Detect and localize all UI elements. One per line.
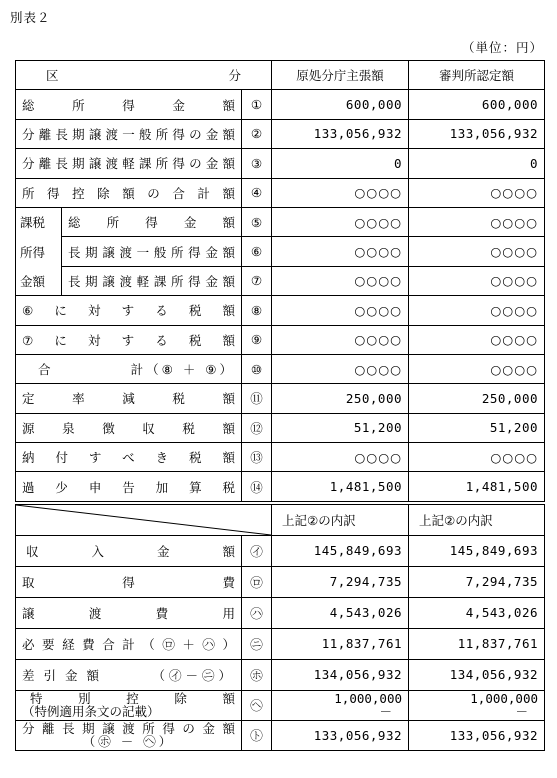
tax-table <box>15 60 545 751</box>
table-row: 必要経費合計（㋺＋㋩） ㋥ 11,837,761 11,837,761 <box>16 628 545 659</box>
breakdown-header-col2: 上記②の内訳 <box>409 504 545 535</box>
header-col2: 審判所認定額 <box>409 61 545 90</box>
table-row: 総所得金額 ① 600,000 600,000 <box>16 90 545 119</box>
table-row: 所得 長期譲渡一般所得金額 ⑥ ○○○○ ○○○○ <box>16 237 545 266</box>
page-title: 別表２ <box>10 10 51 25</box>
table-row: 分離長期譲渡所得の金額 （㋭ － ㋬） ㋣ 133,056,932 133,056,932 <box>16 720 545 750</box>
breakdown-header-col1: 上記②の内訳 <box>272 504 409 535</box>
header-col1: 原処分庁主張額 <box>272 61 409 90</box>
diagonal-cell <box>16 504 272 535</box>
table-row: 差引金額 （㋑－㋥） ㋭ 134,056,932 134,056,932 <box>16 659 545 690</box>
table-row: 金額 長期譲渡軽課所得金額 ⑦ ○○○○ ○○○○ <box>16 266 545 295</box>
group-label: 課税 <box>16 207 62 236</box>
table-row: 特別控除額 （特例適用条文の記載） ㋬ 1,000,000 － 1,000,000 － <box>16 690 545 720</box>
breakdown-header-row <box>16 504 545 535</box>
table-row: 定率減税額 ⑪ 250,000 250,000 <box>16 384 545 413</box>
table-row: 譲渡費用 ㋩ 4,543,026 4,543,026 <box>16 597 545 628</box>
table-row: 合 計（⑧ ＋ ⑨） ⑩ ○○○○ ○○○○ <box>16 354 545 383</box>
header-kubun: 区 分 <box>16 61 272 90</box>
table-row: 納付すべき税額 ⑬ ○○○○ ○○○○ <box>16 443 545 472</box>
table-row: 分離長期譲渡一般所得の金額 ② 133,056,932 133,056,932 <box>16 119 545 148</box>
diagonal-line <box>16 505 271 535</box>
header-row <box>16 61 545 90</box>
table-row: 源泉徴収税額 ⑫ 51,200 51,200 <box>16 413 545 442</box>
table-row: 所得控除額の合計額 ④ ○○○○ ○○○○ <box>16 178 545 207</box>
table-row: 過少申告加算税 ⑭ 1,481,500 1,481,500 <box>16 472 545 501</box>
table-row: 取得費 ㋺ 7,294,735 7,294,735 <box>16 566 545 597</box>
table-row: ⑥に対する税額 ⑧ ○○○○ ○○○○ <box>16 296 545 325</box>
unit-label: （単位：円） <box>461 40 543 55</box>
table-row: 分離長期譲渡軽課所得の金額 ③ 0 0 <box>16 149 545 178</box>
table-row: 課税 総所得金額 ⑤ ○○○○ ○○○○ <box>16 207 545 236</box>
group-label: 金額 <box>16 266 62 295</box>
table-row: 収入金額 ㋑ 145,849,693 145,849,693 <box>16 535 545 566</box>
group-label: 所得 <box>16 237 62 266</box>
table-row: ⑦に対する税額 ⑨ ○○○○ ○○○○ <box>16 325 545 354</box>
